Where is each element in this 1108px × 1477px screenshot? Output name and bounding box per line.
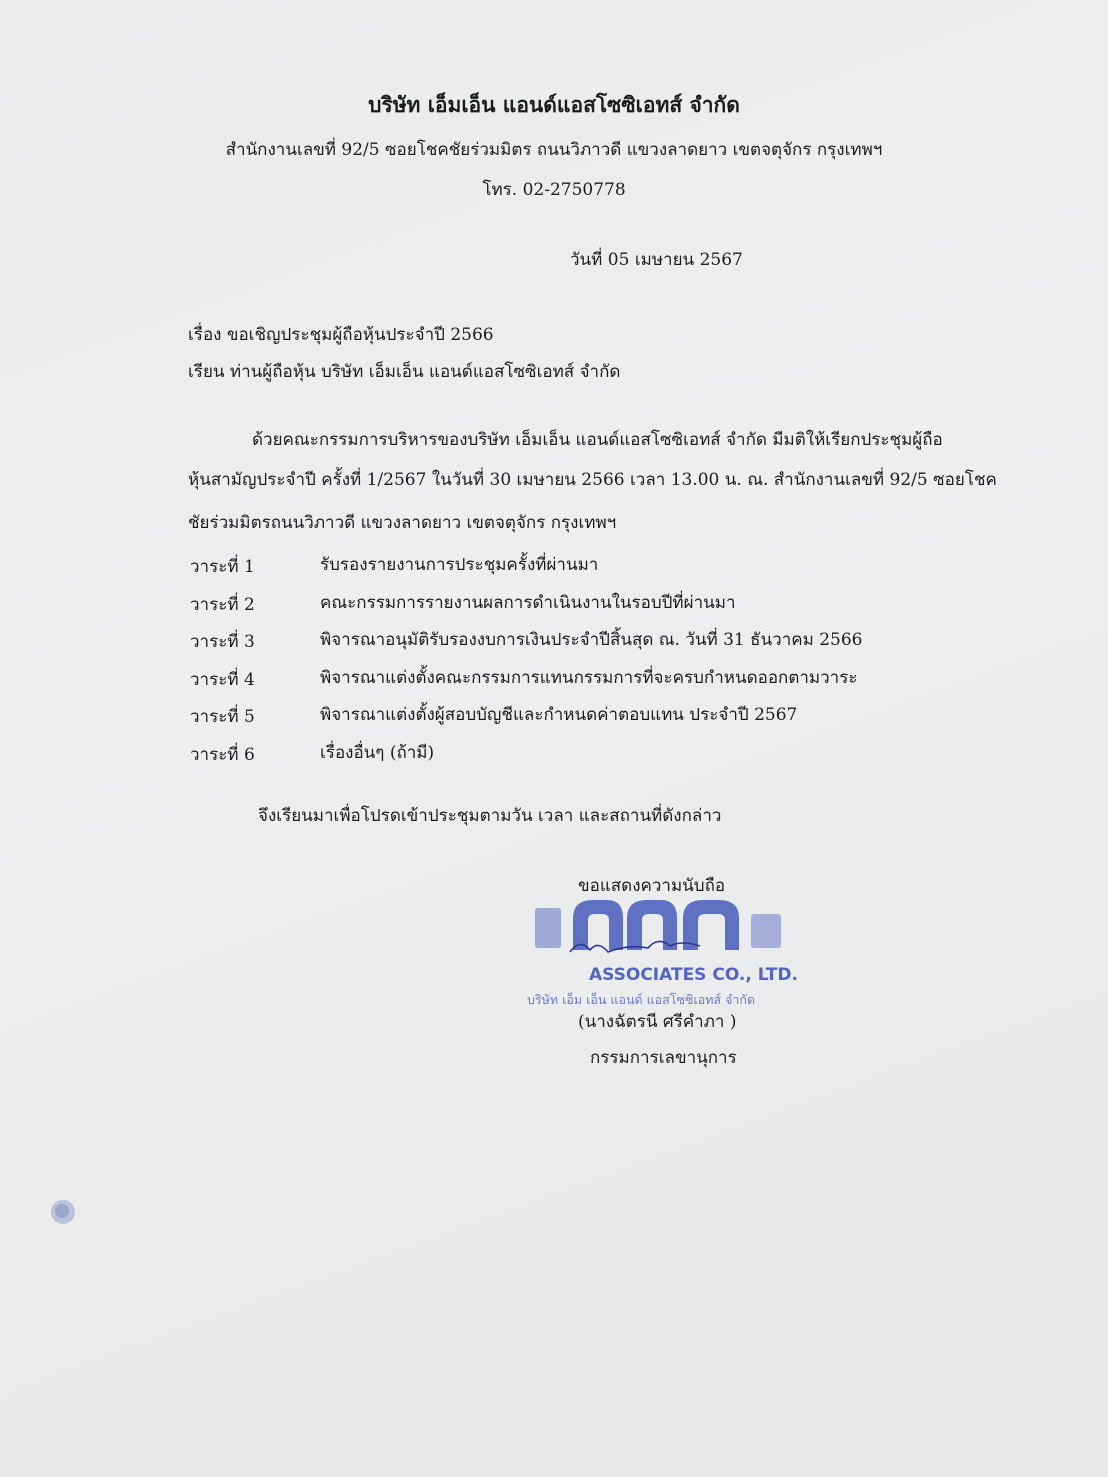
body-line-1: ด้วยคณะกรรมการบริหารของบริษัท เอ็มเอ็น แอนด์แอสโซซิเอทส์ จำกัด มีมติให้เรียกประชุมผู้ถือ xyxy=(252,430,943,450)
agenda-text: รับรองรายงานการประชุมครั้งที่ผ่านมา xyxy=(320,555,599,575)
agenda-item xyxy=(190,698,950,736)
letter-subject: เรื่อง ขอเชิญประชุมผู้ถือหุ้นประจำปี 2566 xyxy=(188,325,494,345)
agenda-item xyxy=(190,661,950,699)
agenda-number: วาระที่ 6 xyxy=(190,744,255,765)
agenda-list xyxy=(190,548,950,773)
company-phone: โทร. 02-2750778 xyxy=(482,180,626,200)
letter-date: วันที่ 05 เมษายน 2567 xyxy=(570,250,743,270)
closing-text: จึงเรียนมาเพื่อโปรดเข้าประชุมตามวัน เวลา และสถานที่ดังกล่าว xyxy=(258,806,722,826)
agenda-number: วาระที่ 4 xyxy=(190,669,255,690)
signer-name: (นางฉัตรนี ศรีคำภา ) xyxy=(578,1012,737,1032)
agenda-text: เรื่องอื่นๆ (ถ้ามี) xyxy=(320,742,435,763)
regards-text: ขอแสดงความนับถือ xyxy=(578,876,726,896)
company-stamp xyxy=(515,888,815,1018)
company-name: บริษัท เอ็มเอ็น แอนด์แอสโซซิเอทส์ จำกัด xyxy=(368,92,740,117)
agenda-number: วาระที่ 3 xyxy=(190,632,255,652)
agenda-number: วาระที่ 2 xyxy=(190,594,255,615)
agenda-item xyxy=(190,623,950,661)
agenda-text: พิจารณาแต่งตั้งคณะกรรมการแทนกรรมการที่จะครบกำหนดออกตามวาระ xyxy=(320,667,858,688)
stamp-logo xyxy=(535,900,781,950)
stamp-english-text: ASSOCIATES CO., LTD. xyxy=(589,965,798,985)
agenda-text: คณะกรรมการรายงานผลการดำเนินงานในรอบปีที่ผ่านมา xyxy=(320,592,736,613)
agenda-text: พิจารณาอนุมัติรับรองงบการเงินประจำปีสิ้นสุด ณ. วันที่ 31 ธันวาคม 2566 xyxy=(320,630,863,650)
agenda-item xyxy=(190,586,950,624)
letter-recipient: เรียน ท่านผู้ถือหุ้น บริษัท เอ็มเอ็น แอนด์แอสโซซิเอทส์ จำกัด xyxy=(188,362,621,382)
body-line-3: ชัยร่วมมิตรถนนวิภาวดี แขวงลาดยาว เขตจตุจักร กรุงเทพฯ xyxy=(188,513,617,533)
ink-smudge xyxy=(48,1197,78,1227)
company-address: สำนักงานเลขที่ 92/5 ซอยโชคชัยร่วมมิตร ถนนวิภาวดี แขวงลาดยาว เขตจตุจักร กรุงเทพฯ xyxy=(225,140,883,160)
agenda-text: พิจารณาแต่งตั้งผู้สอบบัญชีและกำหนดค่าตอบแทน ประจำปี 2567 xyxy=(320,705,798,725)
agenda-number: วาระที่ 5 xyxy=(190,707,255,727)
body-line-2: หุ้นสามัญประจำปี ครั้งที่ 1/2567 ในวันที่ 30 เมษายน 2566 เวลา 13.00 น. ณ. สำนักงานเลขที่ 92/5 ซอยโชค xyxy=(188,470,997,490)
agenda-number: วาระที่ 1 xyxy=(190,557,255,577)
stamp-thai-text: บริษัท เอ็ม เอ็น แอนด์ แอสโซซิเอทส์ จำกัด xyxy=(527,992,756,1007)
agenda-item xyxy=(190,736,950,774)
signer-position: กรรมการเลขานุการ xyxy=(590,1048,737,1068)
agenda-item xyxy=(190,548,950,586)
